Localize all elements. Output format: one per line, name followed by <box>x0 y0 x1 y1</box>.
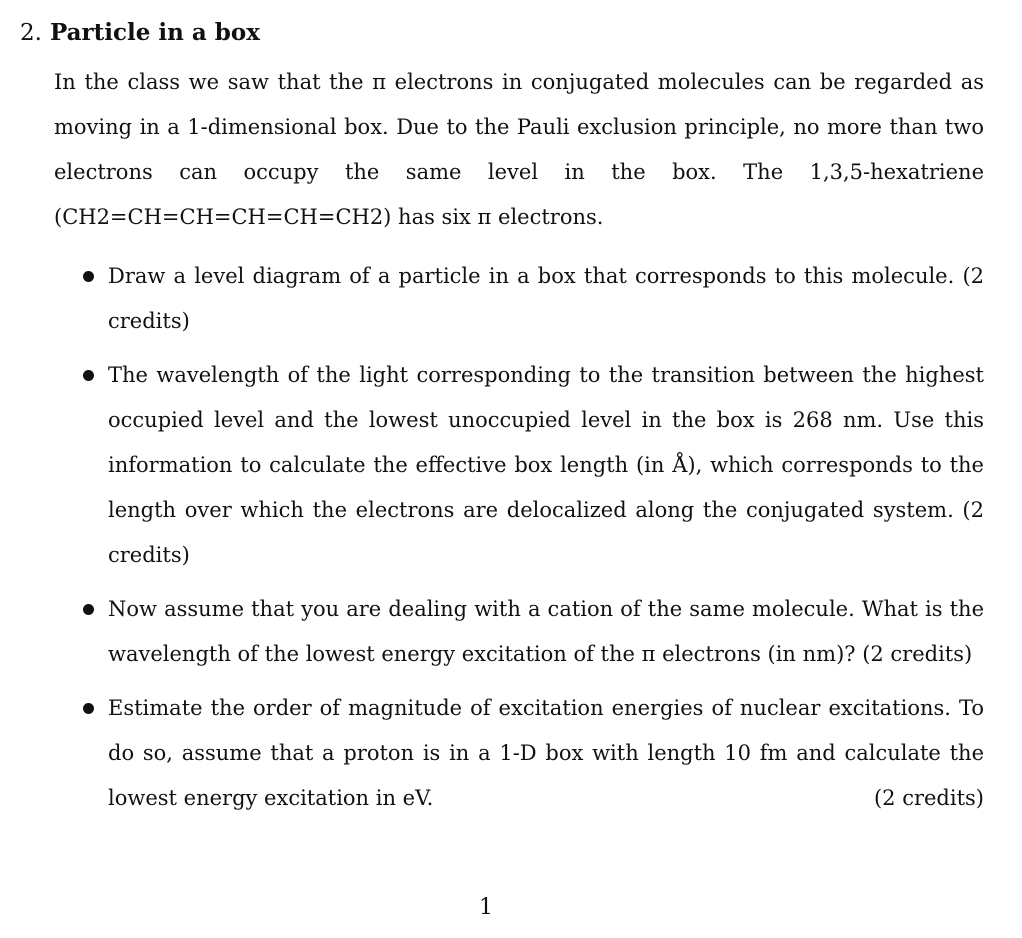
section-number: 2. <box>20 20 42 46</box>
question-item-2 <box>54 353 984 578</box>
bullet-icon <box>83 604 94 615</box>
bullet-icon <box>83 703 94 714</box>
question-item-1 <box>54 254 984 344</box>
question-list <box>54 254 984 830</box>
question-text-2: The wavelength of the light corresponding to the transition between the highest occupied level and the lowest unoccupied level in the box is 268 nm. Use this information to calculate the effective box length (in Å), which corresponds to the length over which the electrons are delocalized along the conjugated system. (2 credits) <box>108 363 984 567</box>
section-title: Particle in a box <box>49 19 260 46</box>
intro-paragraph: In the class we saw that the π electrons in conjugated molecules can be regarded as moving in a 1-dimensional box. Due to the Pauli exclusion principle, no more than two electrons can occupy the same level in the box. The 1,3,5-hexatriene (CH2=CH=CH=CH=CH=CH2) has six π electrons. <box>54 70 984 229</box>
question-credits-4: (2 credits) <box>873 786 984 810</box>
question-text-4: Estimate the order of magnitude of excitation energies of nuclear excitations. To do so, assume that a proton is in a 1-D box with length 10 fm and calculate the lowest energy excitation in eV. <box>108 696 984 810</box>
section-heading <box>20 18 260 48</box>
question-text-3: Now assume that you are dealing with a cation of the same molecule. What is the wavelength of the lowest energy excitation of the π electrons (in nm)? (2 credits) <box>108 597 984 666</box>
question-text-1: Draw a level diagram of a particle in a box that corresponds to this molecule. (2 credits) <box>108 264 984 333</box>
question-item-4 <box>54 686 984 821</box>
question-item-3 <box>54 587 984 677</box>
page-number: 1 <box>479 895 493 920</box>
bullet-icon <box>83 271 94 282</box>
bullet-icon <box>83 370 94 381</box>
